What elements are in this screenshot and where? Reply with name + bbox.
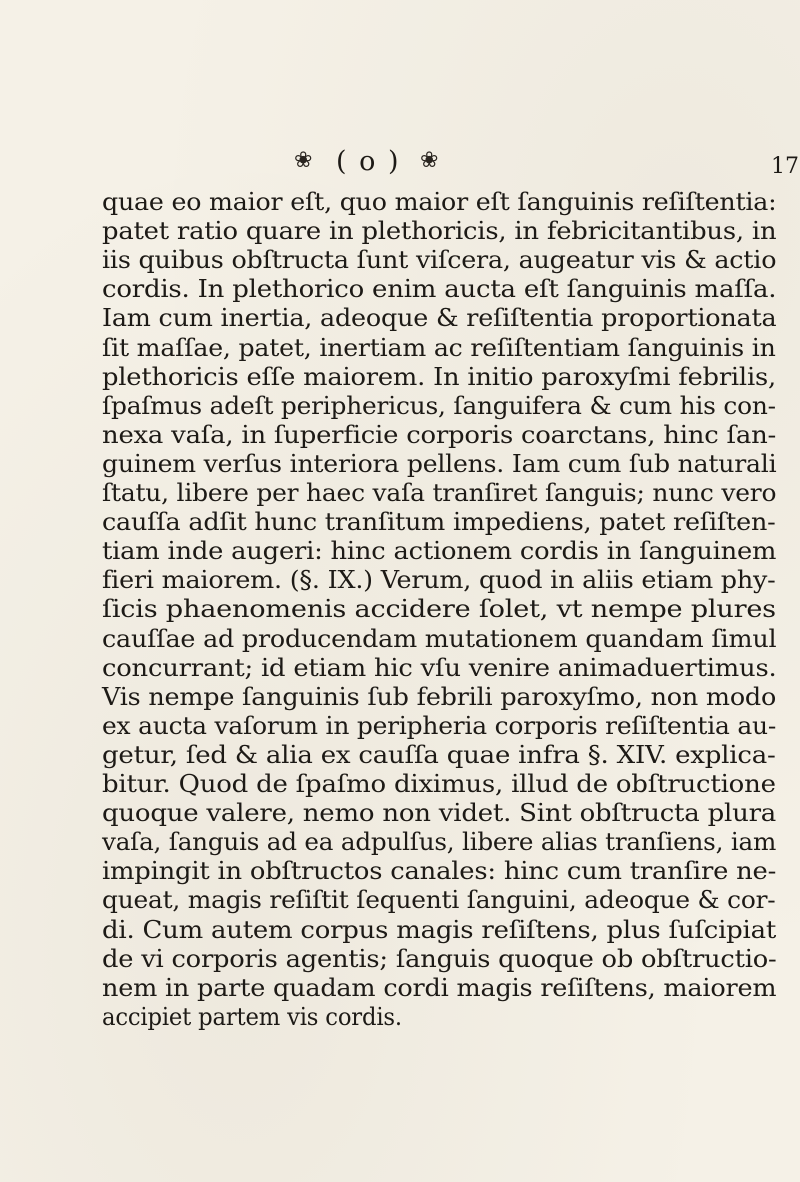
text-line: getur, ſed & alia ex cauſſa quae infra §. XIV. explica- bbox=[102, 740, 776, 769]
flower-ornament-right-icon: ❀ bbox=[420, 148, 439, 173]
page-marker: ( o ) bbox=[336, 146, 401, 177]
text-line: plethoricis eſſe maiorem. In initio paroxyſmi febrilis, bbox=[102, 362, 776, 391]
text-line: fieri maiorem. (§. IX.) Verum, quod in aliis etiam phy- bbox=[102, 566, 776, 595]
text-line: ſtatu, libere per haec vaſa tranſiret ſanguis; nunc vero bbox=[102, 479, 777, 507]
text-line: cordis. In plethorico enim aucta eſt ſanguinis maſſa. bbox=[102, 275, 777, 304]
page-number: 17 bbox=[771, 154, 799, 179]
text-line: ſit maſſae, patet, inertiam ac reſiſtentiam ſanguinis in bbox=[102, 333, 776, 362]
text-line: de vi corporis agentis; ſanguis quoque ob obſtructio- bbox=[102, 944, 777, 973]
text-line: Iam cum inertia, adeoque & reſiſtentia proportionata bbox=[102, 304, 777, 333]
text-line: vaſa, ſanguis ad ea adpulſus, libere alias tranſiens, iam bbox=[102, 828, 777, 857]
text-line: quoque valere, nemo non videt. Sint obſtructa plura bbox=[102, 799, 777, 828]
text-line: quae eo maior eſt, quo maior eſt ſanguinis reſiſtentia: bbox=[102, 188, 777, 216]
page-header bbox=[0, 148, 800, 188]
text-line: accipiet partem vis cordis. bbox=[102, 1002, 402, 1031]
text-line: impingit in obſtructos canales: hinc cum tranſire ne- bbox=[102, 857, 777, 886]
text-line: iis quibus obſtructa ſunt viſcera, augeatur vis & actio bbox=[102, 246, 777, 275]
text-line: cauſſa adſit hunc tranſitum impediens, patet reſiſten- bbox=[102, 508, 776, 537]
text-line: Vis nempe ſanguinis ſub febrili paroxyſmo, non modo bbox=[102, 682, 777, 711]
text-line: guinem verſus interiora pellens. Iam cum ſub naturali bbox=[102, 449, 777, 478]
text-line: ſicis phaenomenis accidere ſolet, vt nempe plures bbox=[102, 595, 776, 624]
text-line: bitur. Quod de ſpaſmo diximus, illud de obſtructione bbox=[102, 770, 776, 798]
text-line: di. Cum autem corpus magis reſiſtens, plus ſuſcipiat bbox=[102, 915, 777, 944]
text-line: queat, magis reſiſtit ſequenti ſanguini, adeoque & cor- bbox=[102, 886, 776, 915]
text-line: nexa vaſa, in ſuperficie corporis coarctans, hinc ſan- bbox=[102, 420, 777, 449]
flower-ornament-left-icon: ❀ bbox=[294, 148, 313, 173]
text-line: ex aucta vaſorum in peripheria corporis reſiſtentia au- bbox=[102, 711, 777, 740]
text-line: patet ratio quare in plethoricis, in febricitantibus, in bbox=[102, 217, 777, 246]
text-line: tiam inde augeri: hinc actionem cordis in ſanguinem bbox=[102, 537, 777, 566]
text-line: cauſſae ad producendam mutationem quandam ſimul bbox=[102, 624, 777, 653]
text-line: concurrant; id etiam hic vſu venire animaduertimus. bbox=[102, 653, 777, 682]
text-line: ſpaſmus adeſt periphericus, ſanguifera & cum his con- bbox=[102, 391, 776, 420]
text-line: nem in parte quadam cordi magis reſiſtens, maiorem bbox=[102, 973, 777, 1002]
